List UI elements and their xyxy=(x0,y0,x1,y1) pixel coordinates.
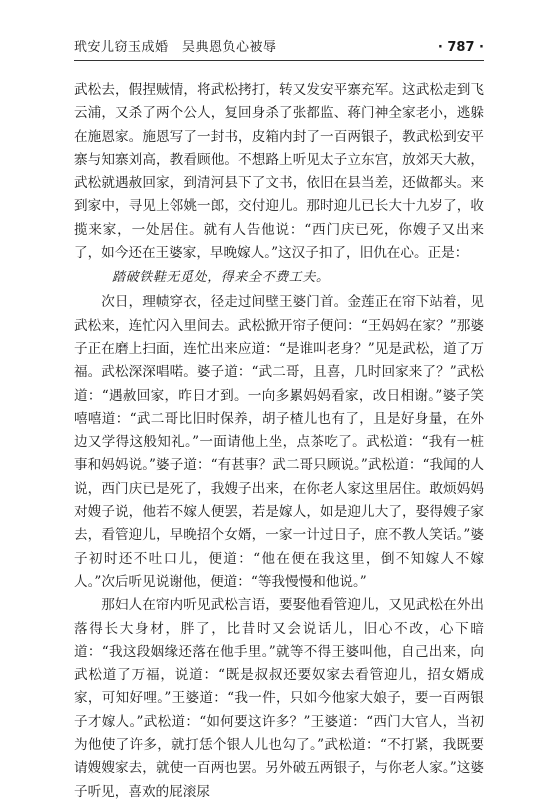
book-page xyxy=(74,36,484,804)
page-number: · 787 · xyxy=(437,40,484,55)
verse-line: 踏破铁鞋无觅处，得来全不费工夫。 xyxy=(112,270,330,286)
header-rule xyxy=(74,60,484,61)
chapter-title: 玳安儿窃玉成婚 吴典恩负心被辱 xyxy=(74,40,277,55)
running-header xyxy=(74,36,484,56)
body-text xyxy=(74,79,484,804)
paragraph-3: 那妇人在帘内听见武松言语，要娶他看管迎儿，又见武松在外出落得长大身材，胖了，比昔时又会说话儿，旧心不改，心下暗道：“我这段姻缘还落在他手里。”就等不得王婆叫他，自己出来，向武松道了万福，说道：“既是叔叔还要奴家去看管迎儿，招女婿成家，可知好哩。”王婆道：“我一件，只如今他家大娘子，要一百两银子才嫁人。”武松道：“如何要这许多？”王婆道：“西门大官人，当初为他使了许多，就打恁个银人儿也勾了。”武松道：“不打紧，我既要请嫂嫂家去，就使一百两也罢。另外破五两银子，与你老人家。”这婆子听见，喜欢的屁滚尿 xyxy=(74,597,484,800)
paragraph-1: 武松去，假捏贼情，将武松拷打，转又发安平寨充军。这武松走到飞云浦，又杀了两个公人，复回身杀了张都监、蒋门神全家老小，逃躲在施恩家。施恩写了一封书，皮箱内封了一百两银子，教武松到安平寨与知寨刘高，教看顾他。不想路上听见太子立东宫，放郊天大赦，武松就遇赦回家，到清河县下了文书，依旧在县当差，还做都头。来到家中，寻见上邻姚一郎，交付迎儿。那时迎儿已长大十九岁了，收揽来家，一处居住。就有人告他说：“西门庆已死，你嫂子又出来了，如今还在王婆家，早晚嫁人。”这汉子扣了，旧仇在心。正是： xyxy=(74,82,484,262)
paragraph-2: 次日，理帻穿衣，径走过间壁王婆门首。金莲正在帘下站着，见武松来，连忙闪入里间去。武松掀开帘子便问：“王妈妈在家？”那婆子正在磨上扫面，连忙出来应道：“是谁叫老身？”见是武松，道了万福。武松深深唱喏。婆子道：“武二哥，且喜，几时回家来了？”武松道：“遇赦回家，昨日才到。一向多累妈妈看家，改日相谢。”婆子笑嘻嘻道：“武二哥比旧时保养，胡子楂儿也有了，且是好身量，在外边又学得这般知礼。”一面请他上坐，点茶吃了。武松道：“我有一桩事和妈妈说。”婆子道：“有甚事？武二哥只顾说。”武松道：“我闻的人说，西门庆已是死了，我嫂子出来，在你老人家这里居住。敢烦妈妈对嫂子说，他若不嫁人便罢，若是嫁人，如是迎儿大了，娶得嫂子家去，看管迎儿，早晚招个女婿，一家一计过日子，庶不教人笑话。”婆子初时还不吐口儿，便道：“他在便在我这里，倒不知嫁人不嫁人。”次后听见说谢他，便道：“等我慢慢和他说。” xyxy=(74,294,484,590)
